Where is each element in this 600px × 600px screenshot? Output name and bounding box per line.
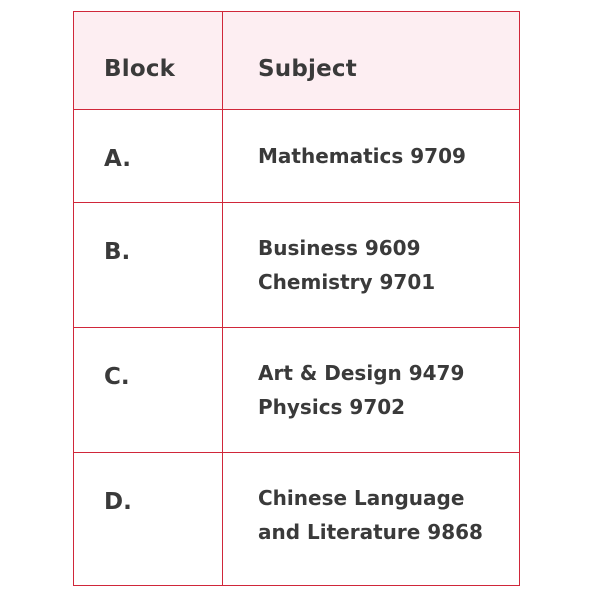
subject-item: and Literature 9868	[258, 520, 483, 544]
header-block-label: Block	[104, 56, 176, 82]
table-row	[74, 328, 519, 453]
block-letter: D.	[104, 489, 132, 515]
subject-list	[258, 139, 466, 173]
table-header-row	[74, 12, 519, 110]
table-row	[74, 453, 519, 585]
subject-cell	[223, 110, 519, 202]
subject-list	[258, 356, 464, 424]
block-letter: C.	[104, 364, 130, 390]
subject-item: Physics 9702	[258, 395, 406, 419]
subject-item: Mathematics 9709	[258, 144, 466, 168]
header-subject-label: Subject	[258, 56, 357, 82]
subject-item: Chemistry 9701	[258, 270, 436, 294]
table-row	[74, 110, 519, 203]
subject-blocks-table	[73, 11, 520, 586]
header-cell-block	[74, 12, 223, 109]
block-cell	[74, 328, 223, 452]
block-cell	[74, 203, 223, 327]
block-letter: A.	[104, 146, 131, 172]
block-letter: B.	[104, 239, 131, 265]
block-cell	[74, 453, 223, 585]
subject-cell	[223, 453, 519, 585]
subject-cell	[223, 328, 519, 452]
table-row	[74, 203, 519, 328]
header-cell-subject	[223, 12, 519, 109]
subject-item: Art & Design 9479	[258, 361, 465, 385]
subject-list	[258, 481, 483, 549]
subject-list	[258, 231, 435, 299]
subject-item: Business 9609	[258, 236, 421, 260]
block-cell	[74, 110, 223, 202]
subject-cell	[223, 203, 519, 327]
subject-item: Chinese Language	[258, 486, 465, 510]
